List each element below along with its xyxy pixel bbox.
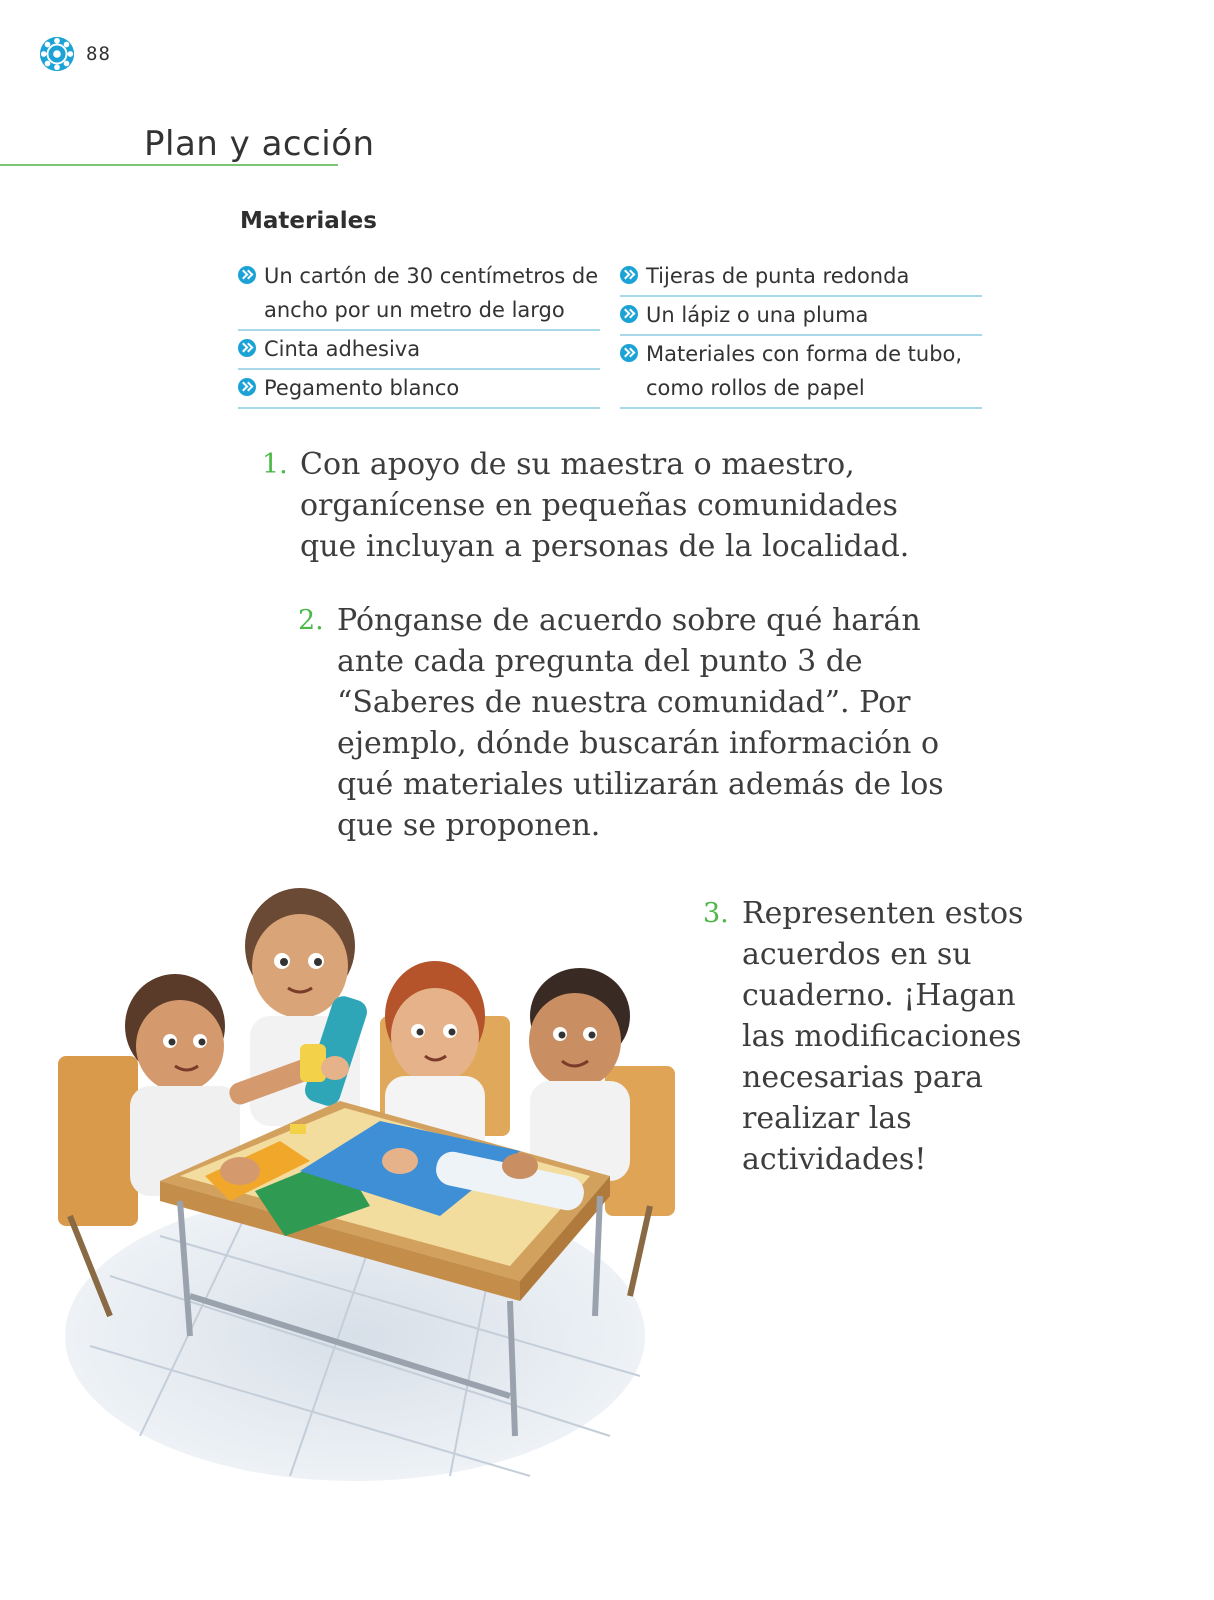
children-at-table-illustration: [50, 876, 700, 1486]
material-item: Tijeras de punta redonda: [620, 258, 982, 297]
materials-list-right: [620, 258, 982, 409]
chevron-bullet-icon: [620, 344, 638, 362]
step-text: Pónganse de acuerdo sobre qué harán ante cada pregunta del punto 3 de “Saberes de nuestra comunidad”. Por ejemplo, dónde buscarán información o qué materiales utilizarán además de los que se proponen.: [337, 603, 944, 843]
step-text: Con apoyo de su maestra o maestro, organícense en pequeñas comunidades que incluyan a personas de la localidad.: [300, 447, 910, 564]
materials-list-left: [238, 258, 600, 409]
materials-heading: Materiales: [240, 208, 377, 234]
step-number: 3.: [703, 898, 729, 929]
chevron-bullet-icon: [238, 378, 256, 396]
rosette-icon: [38, 35, 76, 73]
chevron-bullet-icon: [620, 266, 638, 284]
material-item: Un cartón de 30 centímetros de ancho por un metro de largo: [238, 258, 600, 331]
step-number: 1.: [262, 449, 288, 480]
step-number: 2.: [298, 605, 324, 636]
section-title: Plan y acción: [144, 124, 375, 164]
step-1: [262, 444, 942, 567]
step-text: Representen estos acuerdos en su cuaderno. ¡Hagan las modificaciones necesarias para realizar las actividades!: [742, 896, 1024, 1177]
step-3: [703, 893, 1033, 1180]
page-header: [38, 34, 111, 74]
step-2: [298, 600, 978, 846]
material-item: Un lápiz o una pluma: [620, 297, 982, 336]
page-number: 88: [86, 43, 111, 65]
chevron-bullet-icon: [620, 305, 638, 323]
material-item: Materiales con forma de tubo, como rollos de papel: [620, 336, 982, 409]
section-title-underline: [0, 164, 338, 166]
material-item: Pegamento blanco: [238, 370, 600, 409]
chevron-bullet-icon: [238, 266, 256, 284]
material-item: Cinta adhesiva: [238, 331, 600, 370]
chevron-bullet-icon: [238, 339, 256, 357]
